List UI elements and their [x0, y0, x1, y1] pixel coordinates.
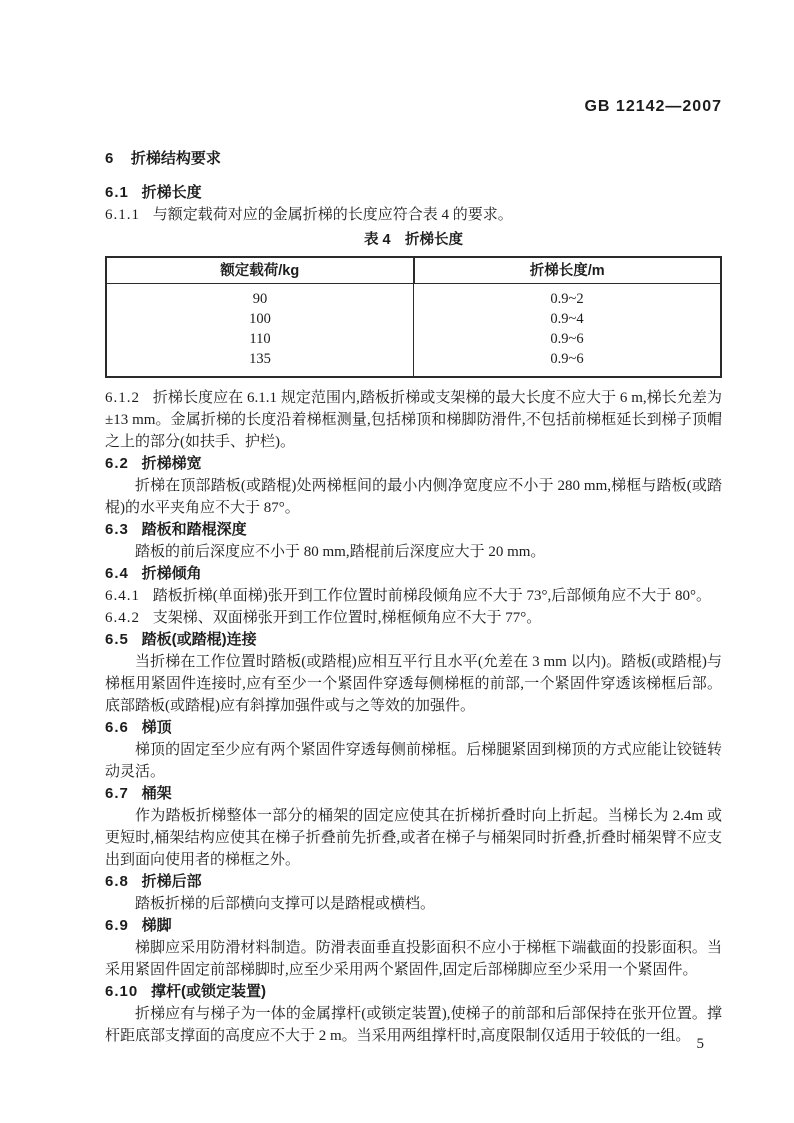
- section-number: 6.5: [105, 631, 129, 648]
- table-head: [106, 257, 721, 284]
- clause-text: 支架梯、双面梯张开到工作位置时,梯框倾角应不大于 77°。: [152, 610, 542, 626]
- section-heading-6-1: [105, 182, 722, 204]
- section-number: 6.8: [105, 873, 129, 890]
- section-title: 梯顶: [141, 719, 172, 736]
- section-heading-6-9: [105, 915, 722, 937]
- section-title: 折梯倾角: [141, 565, 202, 582]
- section-number: 6.7: [105, 785, 129, 802]
- cell-length: 0.9~2: [414, 284, 722, 310]
- cell-load: 110: [106, 329, 414, 349]
- table-header-ladder-length: 折梯长度/m: [414, 257, 722, 284]
- paragraph-6-7: 作为踏板折梯整体一部分的桶架的固定应使其在折梯折叠时向上折起。当梯长为 2.4m 或更短时,桶架结构应使其在梯子折叠前先折叠,或者在梯子与桶架同时折叠,折叠时桶架臂不应支出到面向使用者的梯框之外。: [105, 808, 722, 868]
- clause-number: 6.4.2: [105, 610, 140, 626]
- section-heading-6-7: [105, 783, 722, 805]
- clause-text: 折梯长度应在 6.1.1 规定范围内,踏板折梯或支架梯的最大长度不应大于 6 m,梯长允差为±13 mm。金属折梯的长度沿着梯框测量,包括梯顶和梯脚防滑件,不包括前梯框延长到梯子顶帽之上的部分(如扶手、护栏)。: [105, 390, 722, 450]
- section-heading-6-4: [105, 563, 722, 585]
- section-title: 折梯长度: [141, 184, 202, 201]
- clause-6-4-2: [105, 607, 722, 629]
- clause-6-1-1: [105, 204, 722, 226]
- paragraph-6-3: 踏板的前后深度应不小于 80 mm,踏棍前后深度应大于 20 mm。: [135, 544, 546, 560]
- section-heading-6-8: [105, 871, 722, 893]
- section-number: 6.9: [105, 917, 129, 934]
- clause-number: 6.1.2: [105, 390, 140, 406]
- section-number: 6.1: [105, 184, 129, 201]
- paragraph-6-2: 折梯在顶部踏板(或踏棍)处两梯框间的最小内侧净宽度应不小于 280 mm,梯框与踏板(或踏棍)的水平夹角应不大于 87°。: [105, 478, 722, 516]
- page-content: [105, 148, 722, 1047]
- section-number: 6.10: [105, 983, 139, 1000]
- section-heading-6-2: [105, 453, 722, 475]
- section-heading-6-3: [105, 519, 722, 541]
- table-name: 折梯长度: [405, 232, 464, 248]
- clause-6-1-2: [105, 387, 722, 453]
- table-header-rated-load: 额定载荷/kg: [106, 257, 414, 284]
- cell-length: 0.9~4: [414, 309, 722, 329]
- section-title: 踏板(或踏棍)连接: [141, 631, 257, 648]
- section-title: 梯脚: [141, 917, 172, 934]
- paragraph-6-10: 折梯应有与梯子为一体的金属撑杆(或锁定装置),使梯子的前部和后部保持在张开位置。撑杆距底部支撑面的高度应不大于 2 m。当采用两组撑杆时,高度限制仅适用于较低的一组。: [105, 1006, 722, 1044]
- table-body: [106, 284, 721, 378]
- cell-load: 100: [106, 309, 414, 329]
- clause-text: 与额定载荷对应的金属折梯的长度应符合表 4 的要求。: [152, 207, 513, 223]
- paragraph-6-8: 踏板折梯的后部横向支撑可以是踏棍或横档。: [135, 896, 436, 912]
- section-title: 踏板和踏棍深度: [141, 521, 247, 538]
- table-row: [106, 329, 721, 349]
- section-number: 6.4: [105, 565, 129, 582]
- paragraph-6-9: 梯脚应采用防滑材料制造。防滑表面垂直投影面积不应小于梯框下端截面的投影面积。当采用紧固件固定前部梯脚时,应至少采用两个紧固件,固定后部梯脚应至少采用一个紧固件。: [105, 940, 722, 978]
- section-heading-6-5: [105, 629, 722, 651]
- clause-number: 6.4.1: [105, 588, 140, 604]
- table-caption: [105, 229, 722, 251]
- section-title: 撑杆(或锁定装置): [150, 983, 266, 1000]
- clause-6-4-1: [105, 585, 722, 607]
- table-row: [106, 284, 721, 310]
- paragraph-6-5: 当折梯在工作位置时踏板(或踏棍)应相互平行且水平(允差在 3 mm 以内)。踏板(或踏棍)与梯框用紧固件连接时,应有至少一个紧固件穿透每侧梯框的前部,一个紧固件穿透该梯框后部。底部踏板(或踏棍)应有斜撑加强件或与之等效的加强件。: [105, 654, 722, 714]
- section-number: 6.3: [105, 521, 129, 538]
- chapter-title: 折梯结构要求: [130, 150, 221, 167]
- cell-load: 135: [106, 349, 414, 377]
- section-title: 桶架: [141, 785, 172, 802]
- clause-text: 踏板折梯(单面梯)张开到工作位置时前梯段倾角应不大于 73°,后部倾角应不大于 80°。: [152, 588, 711, 604]
- clause-number: 6.1.1: [105, 207, 140, 223]
- section-title: 折梯后部: [141, 873, 202, 890]
- page-number: 5: [696, 1036, 704, 1052]
- section-heading-6-10: [105, 981, 722, 1003]
- doc-code: GB 12142—2007: [584, 98, 722, 115]
- cell-length: 0.9~6: [414, 349, 722, 377]
- table-4-ladder-length: [105, 256, 722, 378]
- chapter-heading-6: [105, 148, 722, 170]
- section-heading-6-6: [105, 717, 722, 739]
- cell-load: 90: [106, 284, 414, 310]
- section-number: 6.6: [105, 719, 129, 736]
- table-row: [106, 349, 721, 377]
- table-label: 表 4: [363, 232, 391, 248]
- table-row: [106, 309, 721, 329]
- section-title: 折梯梯宽: [141, 455, 202, 472]
- section-number: 6.2: [105, 455, 129, 472]
- paragraph-6-6: 梯顶的固定至少应有两个紧固件穿透每侧前梯框。后梯腿紧固到梯顶的方式应能让铰链转动灵活。: [105, 742, 722, 780]
- chapter-number: 6: [105, 150, 115, 167]
- table-header-row: [106, 257, 721, 284]
- cell-length: 0.9~6: [414, 329, 722, 349]
